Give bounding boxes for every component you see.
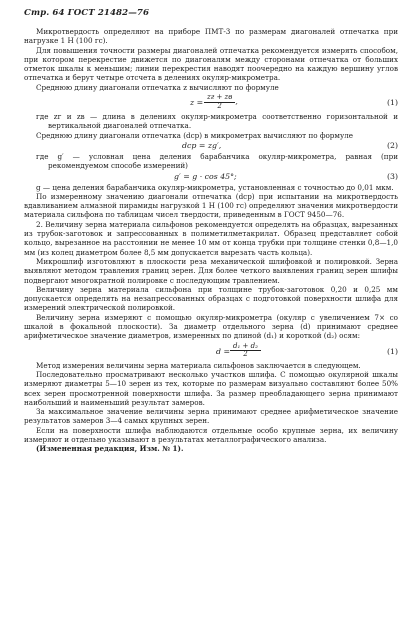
paragraph: За максимальное значение величины зерна принимают среднее арифметическое значение результатов замеров 3—4 самых крупных зерен. — [24, 407, 398, 426]
formula-fraction — [230, 343, 261, 359]
paragraph: Микротвердость определяют на приборе ПМТ-3 по размерам диагоналей отпечатка при нагрузке 1 Н (100 гс). — [24, 27, 398, 46]
formula-denominator: 2 — [217, 101, 222, 110]
formula-numerator: zг + zв — [204, 94, 235, 103]
paragraph: Последовательно просматривают несколько участков шлифа. С помощью окулярной шкалы измеряют диаметры 5—10 зерен из тех, которые по размерам визуально составляют более 50% всех зерен просмотренной поверхности шлифа. За размер преобладающего зерна принимают наибольший и наименьший результат замеров. — [24, 369, 398, 407]
formula-denominator: 2 — [243, 350, 248, 359]
paragraph: Среднюю длину диагонали отпечатка z вычисляют по формуле — [36, 82, 279, 92]
formula-1 — [24, 92, 398, 112]
formula-numerator: d₁ + d₂ — [230, 343, 261, 352]
formula-4 — [24, 341, 398, 361]
paragraph: Среднюю длину диагонали отпечатка (dср) в микрометрах вычисляют по формуле — [36, 130, 354, 140]
paragraph: где zг и zв — длина в делениях окуляр-микрометра соответственно горизонтальной и вертикальной диагоналей отпечатка. — [36, 112, 398, 131]
paragraph: Величину зерна материала сильфона при толщине трубок-заготовок 0,20 и 0,25 мм допускается определять на незапрессованных образцах с подготовкой поверхности шлифа для измерений электрической полировкой. — [24, 284, 398, 313]
paragraph: Для повышения точности размеры диагоналей отпечатка рекомендуется измерять способом, при котором перекрестие движется по диагоналям между сторонами отпечатка от больших отметок шкалы к меньшим; линии перекрестия наводят поочередно на каждую вершину углов отпечатка и берут четыре отсчета в делениях окуляр-микрометра. — [24, 45, 398, 83]
edition-note: (Измененная редакция, Изм. № 1). — [36, 444, 184, 454]
paragraph: g — цена деления барабанчика окуляр-микрометра, установленная с точностью до 0,01 мкм. — [36, 182, 394, 192]
paragraph: 2. Величину зерна материала сильфонов рекомендуется определять на образцах, вырезанных из трубок-заготовок и запрессованных в полиметилметакрилат. Образец представляет собой кольцо, вырезанное на расстоянии не менее 10 мм от конца трубки при толщине стенки 0,8—1,0 мм (из колец диаметром более 8,5 мм допускается вырезать часть кольца). — [24, 219, 398, 257]
formula-number: (3) — [386, 171, 398, 181]
paragraph: где g′ — условная цена деления барабанчика окуляр-микрометра, равная (при рекомендуемом способе измерений) — [36, 151, 398, 171]
formula-lhs: d = — [216, 346, 231, 356]
formula-expression: dср = zg′, — [182, 140, 222, 150]
paragraph: Микрошлиф изготовляют в плоскости реза механической шлифовкой и полировкой. Зерна выявляют методом травления границ зерен. Для более четкого выявления границ зерен шлифы подвергают многократной полировке с последующим травлением. — [24, 256, 398, 285]
paragraph: По измеренному значению диагонали отпечатка (dср) при испытании на микротвердость вдавливанием алмазной пирамиды нагрузкой 1 Н (100 гс) определяют значения микротвердости материала сильфона по таблицам чисел твердости, приведенным в ГОСТ 9450—76. — [24, 191, 398, 220]
formula-tail: , — [235, 97, 238, 107]
formula-fraction — [204, 94, 238, 110]
formula-number: (2) — [386, 140, 398, 150]
paragraph: Метод измерения величины зерна материала сильфонов заключается в следующем. — [36, 360, 361, 370]
formula-number: (1) — [386, 346, 398, 356]
paragraph: Величину зерна измеряют с помощью окуляр-микрометра (окуляр с увеличением 7× со шкалой в фокальной плоскости). За диаметр отдельного зерна (d) принимают среднее арифметическое значение диаметров, измеренных по длиной (d₁) и короткой (d₂) осям: — [24, 312, 398, 341]
formula-lhs: z = — [190, 98, 204, 108]
formula-3 — [24, 171, 398, 183]
formula-2 — [24, 140, 398, 152]
paragraph: Если на поверхности шлифа наблюдаются отдельные особо крупные зерна, их величину измеряют и отдельно указывают в результатах металлографического анализа. — [24, 425, 398, 444]
page-header: Стр. 64 ГОСТ 21482—76 — [24, 8, 150, 18]
formula-number: (1) — [386, 98, 398, 108]
formula-expression: g′ = g · cos 45°; — [174, 171, 237, 181]
